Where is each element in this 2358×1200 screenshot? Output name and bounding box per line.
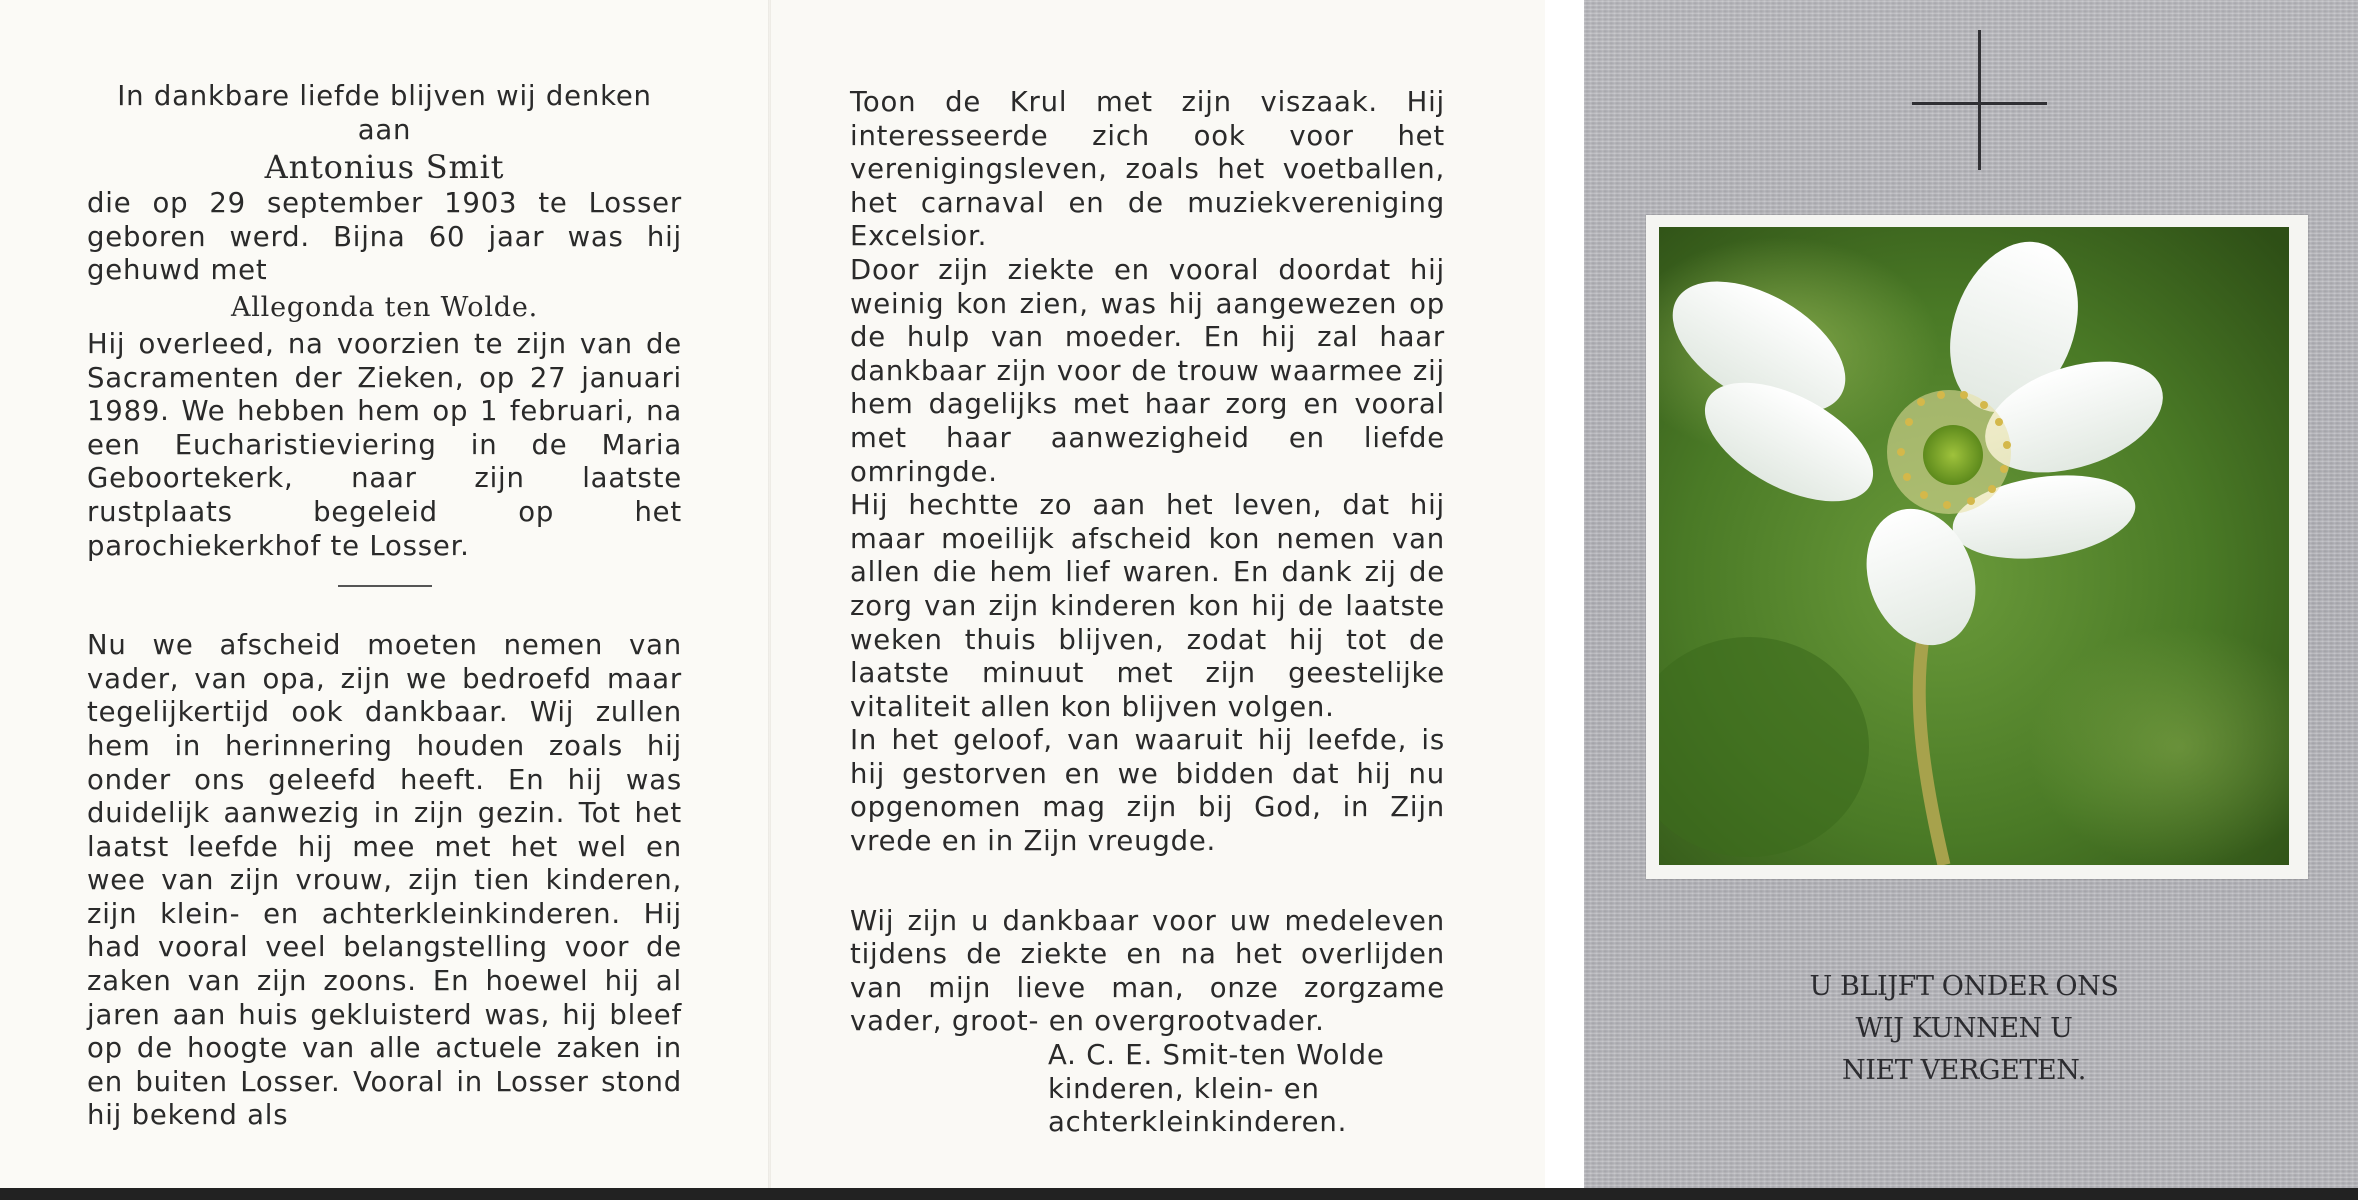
death-paragraph: Hij overleed, na voorzien te zijn van de Sacramenten der Zieken, op 27 januari 1989. We hebben hem op 1 februari, na een Eucharistieviering in de Maria Geboortekerk, naar zijn laatste rustplaats begeleid op het parochiekerkhof te Losser. bbox=[87, 327, 682, 562]
signature-line: achterkleinkinderen. bbox=[1048, 1106, 1348, 1139]
fold-line bbox=[768, 0, 771, 1188]
illness-paragraph: Door zijn ziekte en vooral doordat hij weinig kon zien, was hij aangewezen op de hulp van moeder. En hij zal haar dankbaar zijn voor de trouw waarmee zij hem dagelijks met haar zorg en vooral met haar aanwezigheid en liefde omringde. bbox=[850, 253, 1445, 488]
photo-frame bbox=[1646, 215, 2308, 879]
birth-paragraph: die op 29 september 1903 te Losser geboren werd. Bijna 60 jaar was hij gehuwd met bbox=[87, 187, 682, 287]
intro-line-aan: aan bbox=[357, 113, 412, 146]
left-text-column bbox=[87, 80, 682, 1133]
faith-paragraph: In het geloof, van waaruit hij leefde, is hij gestorven en we bidden dat hij nu opgenomen mag zijn bij God, in Zijn vrede en in Zijn vreugde. bbox=[850, 724, 1445, 858]
cross-icon bbox=[1912, 30, 2047, 170]
scanner-edge bbox=[0, 1188, 2358, 1200]
signature-block bbox=[1048, 1039, 1445, 1140]
motto-line: U BLIJFT ONDER ONS bbox=[1809, 971, 2119, 1002]
middle-text-column bbox=[850, 86, 1445, 1140]
life-paragraph: Hij hechtte zo aan het leven, dat hij maar moeilijk afscheid kon nemen van allen die hem lief waren. En dank zij de zorg van zijn kinderen kon hij de laatste weken thuis blijven, zodat hij tot de laatste minuut met zijn geestelijke vitaliteit allen kon blijven volgen. bbox=[850, 489, 1445, 723]
signature-line: kinderen, klein- en bbox=[1048, 1072, 1320, 1105]
signature-line: A. C. E. Smit-ten Wolde bbox=[1048, 1039, 1385, 1072]
intro-line: In dankbare liefde blijven wij denken bbox=[117, 80, 652, 112]
paragraph-gap bbox=[850, 859, 1445, 905]
anemone-flower-photo bbox=[1659, 227, 2289, 865]
photo-card bbox=[1584, 0, 2358, 1198]
thanks-paragraph: Wij zijn u dankbaar voor uw medeleven tijdens de ziekte en na het overlijden van mijn lieve man, onze zorgzame vader, groot- en overgrootvader. bbox=[850, 904, 1445, 1038]
memorial-motto bbox=[1764, 966, 2164, 1092]
spouse-name: Allegonda ten Wolde. bbox=[230, 291, 539, 323]
motto-line: WIJ KUNNEN U bbox=[1855, 1013, 2073, 1044]
continuation-paragraph: Toon de Krul met zijn viszaak. Hij interesseerde zich ook voor het verenigingsleven, zoals het voetballen, het carnaval en de muziekvereniging Excelsior. bbox=[850, 86, 1445, 253]
motto-line: NIET VERGETEN. bbox=[1841, 1055, 2086, 1086]
deceased-name: Antonius Smit bbox=[264, 148, 505, 187]
section-divider bbox=[338, 585, 432, 587]
tribute-paragraph: Nu we afscheid moeten nemen van vader, van opa, zijn we bedroefd maar tegelijkertijd ook dankbaar. Wij zullen hem in herinnering houden zoals hij onder ons geleefd heeft. En hij was duidelijk aanwezig in zijn gezin. Tot het laatst leefde hij mee met het wel en wee van zijn vrouw, zijn tien kinderen, zijn klein- en achterkleinkinderen. Hij had vooral veel belangstelling voor de zaken van zijn zoons. En hoewel hij al jaren aan huis gekluisterd was, hij bleef op de hoogte van alle actuele zaken in en buiten Losser. Vooral in Losser stond hij bekend als bbox=[87, 629, 682, 1132]
